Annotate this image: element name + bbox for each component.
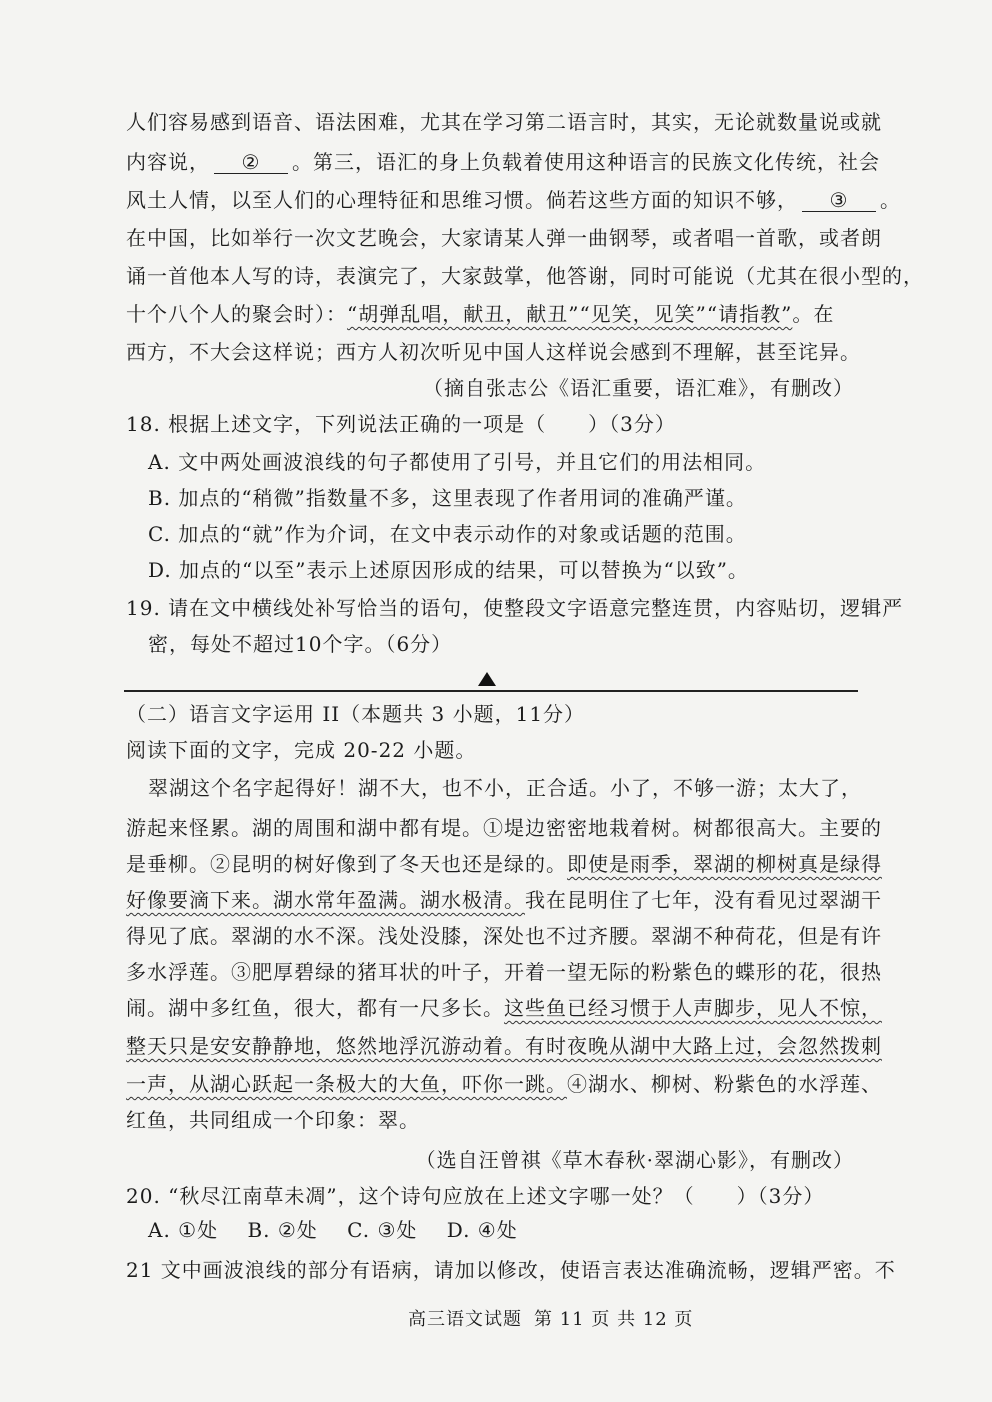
question-20-stem: 20. “秋尽江南草未凋”，这个诗句应放在上述文字哪一处？（ ）（3分） xyxy=(126,1184,825,1208)
passage1-line: 十个八个人的聚会时）：“胡弹乱唱，献丑，献丑”“见笑，见笑”“请指教”。在 xyxy=(126,302,835,326)
question-18-option-d[interactable]: D. 加点的“以至”表示上述原因形成的结果，可以替换为“以致”。 xyxy=(148,558,749,582)
section2-instruction: 阅读下面的文字，完成 20-22 小题。 xyxy=(126,738,477,762)
passage2-line: 多水浮莲。③肥厚碧绿的猪耳状的叶子，开着一望无际的粉紫色的蝶形的花，很热 xyxy=(126,960,882,984)
section-divider xyxy=(124,690,858,692)
answer-blank-3[interactable]: ③ xyxy=(802,189,876,212)
answer-blank-2[interactable]: ② xyxy=(214,151,288,174)
wavy-underlined-text: 整天只是安安静静地，悠然地浮沉游动着。有时夜晚从湖中大路上过，会忽然拨刺 xyxy=(126,1034,882,1058)
question-18-option-a[interactable]: A. 文中两处画波浪线的句子都使用了引号，并且它们的用法相同。 xyxy=(148,450,767,474)
passage1-line: 风土人情，以至人们的心理特征和思维习惯。倘若这些方面的知识不够， ③ 。 xyxy=(126,188,901,212)
question-21-stem: 21 文中画波浪线的部分有语病，请加以修改，使语言表达准确流畅，逻辑严密。不 xyxy=(126,1258,896,1282)
footer-page-number: 第 11 页 共 12 页 xyxy=(534,1309,694,1330)
passage2-line: 红鱼，共同组成一个印象：翠。 xyxy=(126,1108,420,1132)
question-19-line: 密，每处不超过10个字。（6分） xyxy=(148,632,453,656)
question-20-option-b[interactable]: B. ②处 xyxy=(247,1218,318,1242)
passage2-line: 好像要滴下来。湖水常年盈满。湖水极清。我在昆明住了七年，没有看见过翠湖干 xyxy=(126,888,882,912)
question-18-option-b[interactable]: B. 加点的“稍微”指数量不多，这里表现了作者用词的准确严谨。 xyxy=(148,486,747,510)
wavy-underlined-text: “胡弹乱唱，献丑，献丑”“见笑，见笑”“请指教” xyxy=(347,302,793,326)
passage1-line: 人们容易感到语音、语法困难，尤其在学习第二语言时，其实，无论就数量说或就 xyxy=(126,110,882,134)
wavy-underlined-text: 这些鱼已经习惯于人声脚步，见人不惊， xyxy=(504,996,882,1020)
wavy-underlined-text: 好像要滴下来。湖水常年盈满。湖水极清。 xyxy=(126,888,525,912)
passage2-source: （选自汪曾祺《草木春秋·翠湖心影》，有删改） xyxy=(415,1148,854,1172)
passage2-line xyxy=(126,1032,882,1060)
question-20-options xyxy=(148,1216,518,1244)
passage2-line: 一声，从湖心跃起一条极大的大鱼，吓你一跳。④湖水、柳树、粉紫色的水浮莲、 xyxy=(126,1072,882,1096)
passage2-line: 翠湖这个名字起得好！湖不大，也不小，正合适。小了，不够一游；太大了， xyxy=(148,776,862,800)
passage1-line: 内容说， ② 。第三，语汇的身上负载着使用这种语言的民族文化传统，社会 xyxy=(126,150,880,174)
passage2-line: 是垂柳。②昆明的树好像到了冬天也还是绿的。即使是雨季，翠湖的柳树真是绿得 xyxy=(126,852,882,876)
passage1-line: 在中国，比如举行一次文艺晚会，大家请某人弹一曲钢琴，或者唱一首歌，或者朗 xyxy=(126,226,882,250)
passage1-line: 西方，不大会这样说；西方人初次听见中国人这样说会感到不理解，甚至诧异。 xyxy=(126,340,861,364)
question-18-option-c[interactable]: C. 加点的“就”作为介词，在文中表示动作的对象或话题的范围。 xyxy=(148,522,747,546)
passage2-line: 游起来怪累。湖的周围和湖中都有堤。①堤边密密地栽着树。树都很高大。主要的 xyxy=(126,816,882,840)
question-18-stem: 18. 根据上述文字，下列说法正确的一项是（ ）（3分） xyxy=(126,412,676,436)
question-20-option-d[interactable]: D. ④处 xyxy=(446,1218,518,1242)
passage1-line: 诵一首他本人写的诗，表演完了，大家鼓掌，他答谢，同时可能说（尤其在很小型的， xyxy=(126,264,924,288)
section2-heading: （二）语言文字运用 II（本题共 3 小题，11分） xyxy=(126,702,586,726)
triangle-marker-icon xyxy=(478,672,496,686)
question-20-option-a[interactable]: A. ①处 xyxy=(148,1218,219,1242)
footer-exam-title: 高三语文试题 xyxy=(408,1309,522,1330)
wavy-underlined-text: 即使是雨季，翠湖的柳树真是绿得 xyxy=(567,852,882,876)
passage2-line: 闹。湖中多红鱼，很大，都有一尺多长。这些鱼已经习惯于人声脚步，见人不惊， xyxy=(126,996,882,1020)
question-19-line: 19. 请在文中横线处补写恰当的语句，使整段文字语意完整连贯，内容贴切，逻辑严 xyxy=(126,596,904,620)
passage2-line: 得见了底。翠湖的水不深。浅处没膝，深处也不过齐腰。翠湖不种荷花，但是有许 xyxy=(126,924,882,948)
passage1-source: （摘自张志公《语汇重要，语汇难》，有删改） xyxy=(423,376,854,400)
wavy-underlined-text: 一声，从湖心跃起一条极大的大鱼，吓你一跳。 xyxy=(126,1072,567,1096)
page-footer xyxy=(408,1306,705,1334)
question-20-option-c[interactable]: C. ③处 xyxy=(347,1218,418,1242)
